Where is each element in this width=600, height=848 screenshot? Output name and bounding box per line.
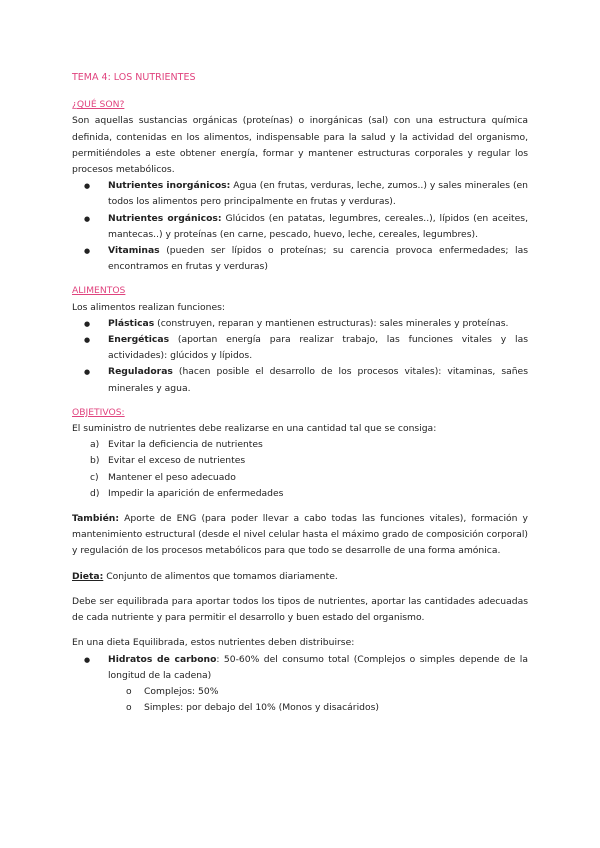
item-text: Glúcidos (en patatas, legumbres, cereales..), lípidos (en aceites, mantecas..) y proteínas (en carne, pescado, huevo, leche, cereales, legumbres). [108,212,529,240]
item-text: (aportan energía para realizar trabajo, las funciones vitales y las actividades): glúcidos y lípidos. [108,334,528,362]
distribution-list [72,652,528,684]
tambien-text: Aporte de ENG (para poder llevar a cabo todas las funciones vitales), formación y mantenimiento estructural (desde el nivel celular hasta el máximo grado de composición corporal) y regulación de los procesos metabólicos para que todo se desarrolle de una forma amónica. [72,513,528,557]
item-term: Nutrientes orgánicos: [108,212,222,224]
heading-alimentos: ALIMENTOS [72,285,126,297]
item-text: (hacen posible el desarrollo de los procesos vitales): vitaminas, sañes minerales y agua. [108,366,528,394]
item-text: Impedir la aparición de enfermedades [108,487,284,499]
list-item [72,243,528,275]
item-text: : 50-60% del consumo total (Complejos o simples depende de la longitud de la cadena) [108,653,528,681]
list-item [72,437,528,453]
alimentos-intro: Los alimentos realizan funciones: [72,301,225,313]
distribucion-intro: En una dieta Equilibrada, estos nutrientes deben distribuirse: [72,637,355,649]
list-item [72,332,528,364]
item-term: Vitaminas [108,245,160,257]
functions-list [72,316,528,397]
dieta-text: Conjunto de alimentos que tomamos diariamente. [103,570,338,582]
que-son-intro: Son aquellas sustancias orgánicas (proteínas) o inorgánicas (sal) con una estructura química definida, contenidas en los alimentos, indispensable para la salud y la actividad del organismo, permitiéndoles a este obtener energía, formar y mantener estructuras corporales y regular los procesos metabólicos. [72,115,528,176]
item-term: Energéticas [108,334,170,346]
item-text: Evitar el exceso de nutrientes [108,455,246,467]
item-term: Nutrientes inorgánicos: [108,180,231,192]
list-item [72,316,528,332]
objectives-list [72,437,528,502]
dieta-paragraph [72,569,528,585]
dieta-term: Dieta: [72,570,104,582]
item-text: (pueden ser lípidos o proteínas; su carencia provoca enfermedades; las encontramos en frutas y verduras) [108,245,528,273]
item-text: Mantener el peso adecuado [108,471,236,483]
list-item [72,486,528,502]
sub-list-item: o Simples: por debajo del 10% (Monos y disacáridos) [72,700,528,716]
equilibrada-paragraph: Debe ser equilibrada para aportar todos los tipos de nutrientes, aportar las cantidades adecuadas de cada nutriente y para permitir el desarrollo y buen estado del organismo. [72,595,528,624]
item-term: Plásticas [108,317,155,329]
document-title: TEMA 4: LOS NUTRIENTES [72,72,196,83]
nutrient-types-list [72,178,528,275]
item-text: (construyen, reparan y mantienen estructuras): sales minerales y proteínas. [154,317,509,329]
sub-list-item: o Complejos: 50% [72,684,528,700]
item-text: Agua (en frutas, verduras, leche, zumos..) y sales minerales (en todos los alimentos pero principalmente en frutas y verduras). [108,180,528,208]
objetivos-intro: El suministro de nutrientes debe realizarse en una cantidad tal que se consiga: [72,423,437,435]
item-marker: c) [90,471,99,483]
carbohydrate-sublist [72,684,528,716]
heading-que-son: ¿QUÉ SON? [72,99,125,111]
tambien-term: También: [72,513,120,525]
list-item [72,470,528,486]
item-marker: d) [90,487,100,499]
list-item [72,178,528,210]
item-text: Evitar la deficiencia de nutrientes [108,439,263,451]
list-item [72,364,528,396]
list-item [72,453,528,469]
item-marker: a) [90,439,100,451]
item-term: Hidratos de carbono [108,653,217,665]
heading-objetivos: OBJETIVOS: [72,406,125,418]
list-item [72,652,528,684]
list-item [72,211,528,243]
tambien-paragraph [72,511,528,560]
item-term: Reguladoras [108,366,173,378]
item-marker: b) [90,455,100,467]
